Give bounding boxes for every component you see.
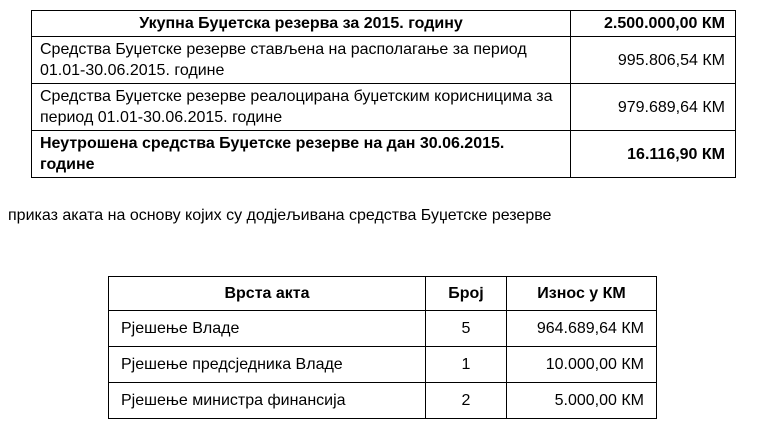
table-row <box>109 311 657 347</box>
unspent-label: Неутрошена средства Буџетске резерве на дан 30.06.2015. године <box>32 131 571 178</box>
allocated-amount: 995.806,54 КМ <box>571 37 736 84</box>
reallocated-label: Средства Буџетске резерве реалоцирана буџетским корисницима за период 01.01-30.06.2015. године <box>32 84 571 131</box>
reallocated-amount: 979.689,64 КМ <box>571 84 736 131</box>
table-row <box>32 37 736 84</box>
act-type-cell: Рјешење Владе <box>109 311 426 347</box>
act-type-cell: Рјешење предсједника Владе <box>109 347 426 383</box>
allocated-label: Средства Буџетске резерве стављена на располагање за период 01.01-30.06.2015. године <box>32 37 571 84</box>
act-amount-cell: 10.000,00 КМ <box>507 347 657 383</box>
act-amount-cell: 964.689,64 КМ <box>507 311 657 347</box>
total-reserve-amount: 2.500.000,00 КМ <box>571 11 736 37</box>
header-act-type: Врста акта <box>109 277 426 311</box>
table-header-row <box>109 277 657 311</box>
table-row <box>32 84 736 131</box>
act-count-cell: 1 <box>426 347 507 383</box>
table-row <box>109 347 657 383</box>
table-row <box>32 131 736 178</box>
act-count-cell: 2 <box>426 383 507 419</box>
header-count: Број <box>426 277 507 311</box>
act-type-cell: Рјешење министра финансија <box>109 383 426 419</box>
table-row <box>32 11 736 37</box>
acts-caption: приказ аката на основу којих су додјељивана средства Буџетске резерве <box>8 207 552 224</box>
act-count-cell: 5 <box>426 311 507 347</box>
budget-reserve-table <box>31 10 736 178</box>
table-row <box>109 383 657 419</box>
unspent-amount: 16.116,90 КМ <box>571 131 736 178</box>
total-reserve-label: Укупна Буџетска резерва за 2015. годину <box>32 11 571 37</box>
act-amount-cell: 5.000,00 КМ <box>507 383 657 419</box>
header-amount: Износ у КМ <box>507 277 657 311</box>
acts-table <box>108 276 657 419</box>
